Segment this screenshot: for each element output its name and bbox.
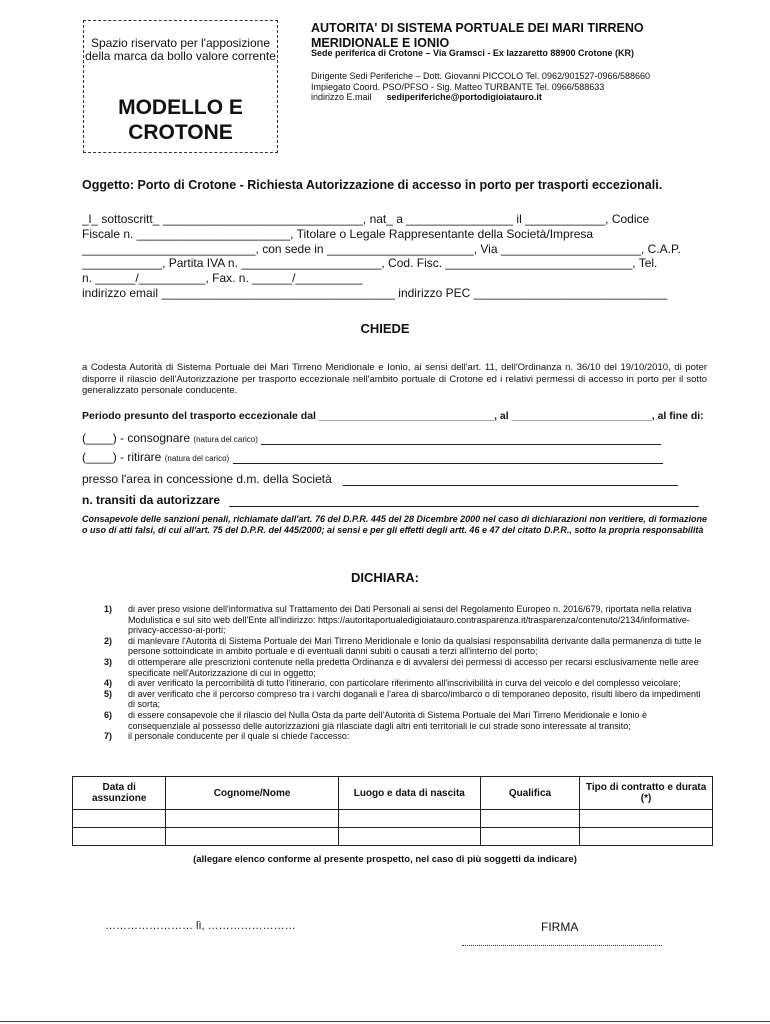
transiti-line[interactable] — [82, 493, 706, 507]
declaration-text: di aver verificato la percorribilità di tutto l'itinerario, con particolare riferimento all'inscrivibilità in curva del veicolo e del complesso veicolare; — [128, 678, 681, 689]
declaration-item — [82, 604, 707, 636]
declaration-text: di aver preso visione dell'informativa sul Trattamento dei Dati Personali ai sensi del Regolamento Europeo n. 2016/679, riportata nella relativa Modulistica e sul sito web dell'Ente all'indirizzo: https://autoritaportualedigioiatauro.contrasparenza.it/trasparenza/contenuto/2134/informative-privacy-accesso-ai-porti; — [128, 604, 692, 636]
applicant-line-4[interactable]: ____________, Partita IVA n. _____________________, Cod. Fisc. ____________________________, Tel. — [82, 256, 658, 270]
declaration-text: di essere consapevole che il rilascio del Nulla Osta da parte dell'Autorità di Sistema Portuale dei Mari Tirreno Meridionale e Ionio è consequenziale al possesso delle autorizzazioni già rilasciate dagli altri enti territoriali le cui strade sono interessate al transito; — [128, 709, 647, 731]
chiede-heading: CHIEDE — [360, 321, 410, 336]
declaration-item — [82, 731, 707, 742]
ritirare-label: (____) - ritirare — [82, 450, 162, 464]
table-row — [73, 828, 713, 846]
consegnare-note: (natura del carico) — [193, 435, 258, 444]
declaration-number: 2) — [104, 635, 113, 646]
contact-employee: Impiegato Coord. PSO/PFSO - Sig. Matteo TURBANTE Tel. 0966/588633 — [311, 81, 605, 92]
periodo-line[interactable]: Periodo presunto del trasporto eccezionale dal ______________________________, al ________________________, al fine di: — [82, 410, 704, 422]
contact-director: Dirigente Sedi Periferiche – Dott. Giovanni PICCOLO Tel. 0962/901527-0966/588660 — [311, 71, 651, 81]
email-value[interactable]: sediperiferiche@portodigioiatauro.it — [386, 92, 542, 102]
footer-divider — [0, 1021, 770, 1022]
table-cell[interactable] — [480, 810, 579, 828]
table-cell[interactable] — [338, 810, 480, 828]
declaration-item — [82, 710, 707, 731]
chiede-paragraph: a Codesta Autorità di Sistema Portuale dei Mari Tirreno Meridionale e Ionio, ai sensi dell'art. 11, dell'Ordinanza n. 36/10 del 19/10/2010, di poter disporre il rilascio dell'Autorizzazione per trasporto eccezionale nell'ambito portuale di Crotone ed i relativi permessi di accesso in porto per il sotto generalizzato personale conducente. — [82, 362, 707, 396]
signature-line[interactable] — [462, 945, 662, 946]
email-label: indirizzo E.mail — [311, 92, 372, 102]
subject-line: Oggetto: Porto di Crotone - Richiesta Autorizzazione di accesso in porto per trasporti eccezionali. — [82, 178, 663, 192]
declaration-number: 7) — [104, 731, 113, 742]
form-title — [84, 95, 277, 145]
col-header-birth: Luogo e data di nascita — [338, 777, 480, 810]
declaration-text: il personale conducente per il quale si chiede l'accesso: — [128, 731, 350, 742]
contact-email — [311, 92, 650, 103]
presso-field[interactable] — [343, 485, 678, 486]
consegnare-line[interactable] — [82, 431, 706, 445]
transiti-label: n. transiti da autorizzare — [82, 493, 221, 507]
col-header-hire-date: Data di assunzione — [73, 777, 166, 810]
signature-label: FIRMA — [541, 920, 579, 934]
authority-title — [311, 21, 741, 51]
ritirare-line[interactable] — [82, 450, 706, 464]
form-title-line1: MODELLO E — [118, 96, 243, 119]
consegnare-field[interactable] — [261, 444, 661, 445]
applicant-line-3[interactable]: __________________________, con sede in ______________________, Via _____________________, C.A.P. — [82, 242, 681, 256]
table-cell[interactable] — [580, 810, 713, 828]
table-cell[interactable] — [338, 828, 480, 846]
consapevole-paragraph: Consapevole delle sanzioni penali, richiamate dall'art. 76 del D.P.R. 445 del 28 Dicembre 2000 nel caso di dichiarazioni non veritiere, di formazione o uso di atti falsi, di cui all'art. 75 del D.P.R. del 445/2000; ai sensi e per gli effetti degli artt. 46 e 47 del citato D.P.R., sotto la propria responsabilità — [82, 514, 707, 535]
authority-contacts — [311, 71, 650, 103]
authority-title-line2: MERIDIONALE E IONIO — [311, 36, 450, 50]
applicant-line-6[interactable]: indirizzo email ___________________________________ indirizzo PEC _____________________________ — [82, 286, 668, 300]
declaration-number: 6) — [104, 709, 113, 720]
table-cell[interactable] — [166, 810, 338, 828]
dichiara-heading: DICHIARA: — [351, 570, 419, 585]
declaration-item — [82, 657, 707, 678]
declaration-text: di ottemperare alle prescrizioni contenute nella predetta Ordinanza e di avvalersi dei permessi di accesso per recarsi esclusivamente nelle aree specificate nell'Autorizzazione di cui in oggetto; — [128, 656, 699, 678]
table-cell[interactable] — [480, 828, 579, 846]
table-header-row — [73, 777, 713, 810]
declaration-number: 3) — [104, 656, 113, 667]
table-cell[interactable] — [73, 828, 166, 846]
table-note: (allegare elenco conforme al presente prospetto, nel caso di più soggetti da indicare) — [193, 854, 577, 865]
form-title-line2: CROTONE — [128, 121, 233, 144]
ritirare-note: (natura del carico) — [164, 454, 230, 463]
place-date-field[interactable]: …………………… lì, …………………… — [105, 920, 296, 932]
col-header-contract: Tipo di contratto e durata (*) — [580, 777, 713, 810]
declaration-item — [82, 678, 707, 689]
table-cell[interactable] — [166, 828, 338, 846]
declaration-list — [82, 604, 707, 742]
declaration-number: 1) — [104, 604, 113, 614]
ritirare-field[interactable] — [233, 463, 663, 464]
stamp-box — [83, 20, 278, 153]
table-row — [73, 810, 713, 828]
col-header-name: Cognome/Nome — [166, 777, 338, 810]
col-header-qualification: Qualifica — [480, 777, 579, 810]
consegnare-label: (____) - consognare — [82, 431, 191, 445]
applicant-line-1[interactable]: _l_ sottoscritt_ ______________________________, nat_ a ________________ il ____________, Codice — [82, 212, 650, 226]
transiti-field[interactable] — [229, 506, 699, 507]
presso-line[interactable] — [82, 472, 706, 486]
presso-label: presso l'area in concessione d.m. della Società — [82, 472, 332, 486]
stamp-note: Spazio riservato per l'apposizione della marca da bollo valore corrente — [85, 36, 276, 63]
applicant-line-2[interactable]: Fiscale n. _______________________, Titolare o Legale Rappresentante della Società/Impresa — [82, 227, 594, 241]
declaration-number: 4) — [104, 678, 113, 689]
table-cell[interactable] — [580, 828, 713, 846]
declaration-text: di aver verificato che il percorso compreso tra i varchi doganali e l'area di sbarco/imbarco o di temporaneo deposito, risulti libero da impedimenti di sorta; — [128, 688, 701, 710]
declaration-text: di manlevare l'Autorità di Sistema Portuale dei Mari Tirreno Meridionale e Ionio da qualsiasi responsabilità derivante dalla permanenza di tutte le persone sottoindicate in ambito portuale e di eventuali danni subiti o causati a terzi all'interno del porto; — [128, 635, 702, 657]
authority-address: Sede periferica di Crotone – Via Gramsci - Ex lazzaretto 88900 Crotone (KR) — [311, 48, 634, 58]
declaration-item — [82, 689, 707, 710]
applicant-line-5[interactable]: n. ______/__________, Fax. n. ______/__________ — [82, 271, 363, 285]
declaration-number: 5) — [104, 688, 113, 699]
declaration-item — [82, 636, 707, 657]
authority-title-line1: AUTORITA' DI SISTEMA PORTUALE DEI MARI TIRRENO — [311, 21, 644, 35]
table-cell[interactable] — [73, 810, 166, 828]
personnel-table — [72, 776, 713, 846]
